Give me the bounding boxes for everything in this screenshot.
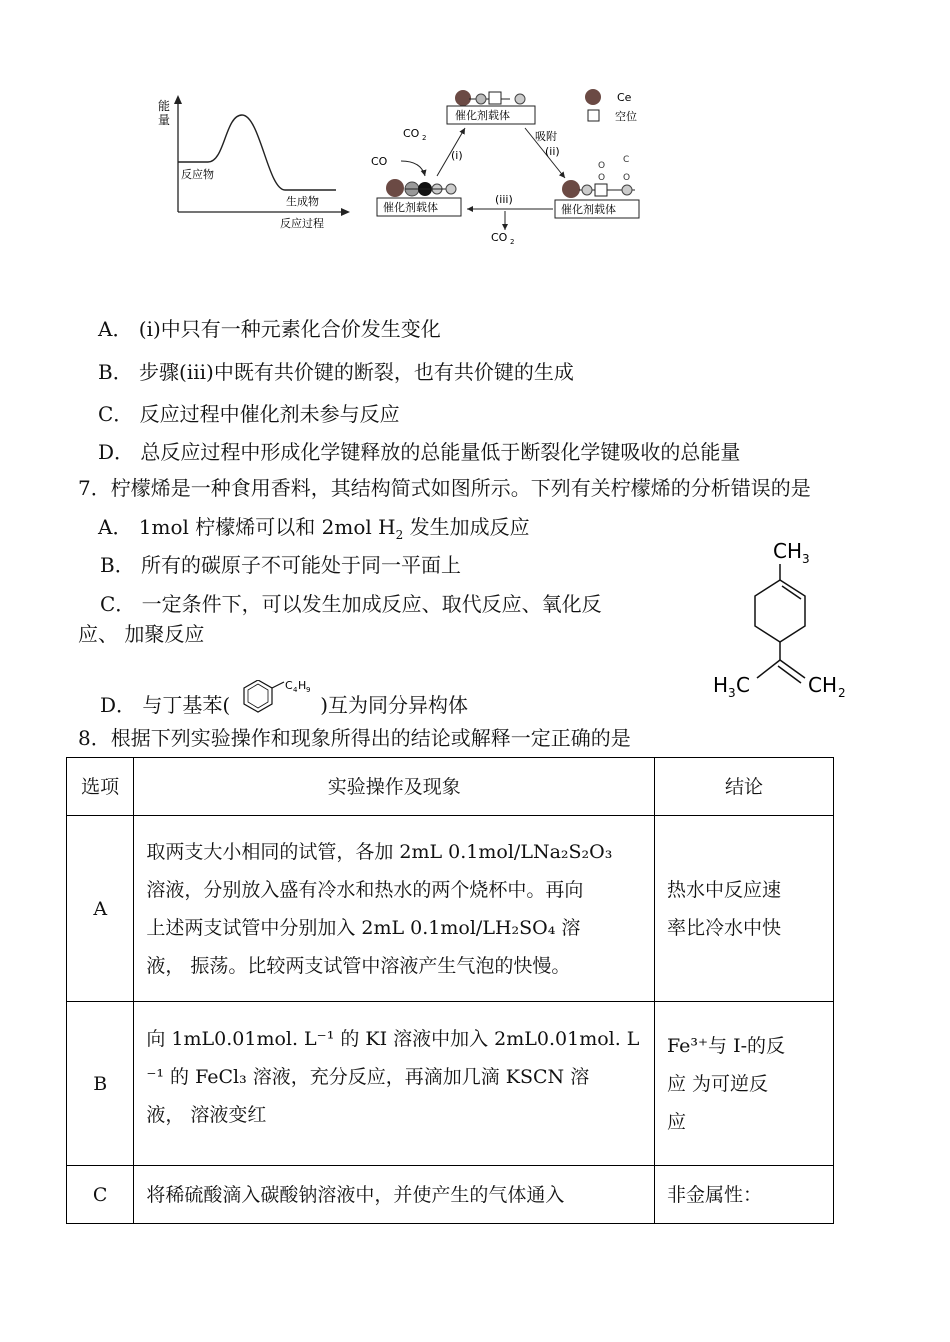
carrier-right: 催化剂载体 [561,203,616,216]
step-i: (i) [451,149,463,162]
table-row [67,1002,834,1166]
q6-option-c: C． 反应过程中催化剂未参与反应 [98,402,400,426]
legend-vacancy: 空位 [615,110,637,123]
row-b-op-line: ⁻¹ 的 FeCl₃ 溶液，充分反应，再滴加几滴 KSCN 溶 [146,1066,590,1088]
row-b-concl-line: Fe³⁺与 I-的反 [667,1034,786,1057]
table-row [67,816,834,1002]
q6-option-a: A． (i)中只有一种元素化合价发生变化 [98,317,441,341]
energy-diagram [150,90,360,240]
row-b-conclusion [655,1002,834,1166]
catalytic-cycle-diagram [365,88,665,253]
svg-text:9: 9 [306,686,311,694]
carrier-top: 催化剂载体 [455,109,510,122]
q6-option-d: D． 总反应过程中形成化学键释放的总能量低于断裂化学键吸收的总能量 [98,440,741,464]
energy-axis-label-1: 能 [158,99,171,113]
x-axis-label: 反应过程 [280,217,324,230]
row-a-op-line: 上述两支试管中分别加入 2mL 0.1mol/LH₂SO₄ 溶 [146,916,581,939]
row-a-option: A [67,816,134,1002]
table-header-row [67,758,834,816]
header-operation: 实验操作及现象 [134,758,655,816]
co-label: CO [371,155,388,168]
row-b-concl-line: 应 为可逆反 [667,1072,769,1095]
svg-text:4: 4 [293,686,298,694]
svg-text:2: 2 [838,686,846,700]
row-a-concl-line: 率比冷水中快 [667,916,782,939]
h3c-h-label: H [713,673,729,697]
q7-stem: 7．柠檬烯是一种食用香料，其结构简式如图所示。下列有关柠檬烯的分析错误的是 [78,476,811,500]
q7-option-c-line2: 应、 加聚反应 [78,622,205,646]
limonene-structure [705,530,865,705]
legend-ce: Ce [617,91,632,104]
q7-option-d: D． 与丁基苯( C 4 H 9 )互为同分异构体 [100,680,468,726]
svg-text:O: O [598,173,606,183]
row-b-operation [134,1002,655,1166]
co2-top-label: CO [403,127,420,140]
experiment-table [66,757,834,1224]
butyl-h: H [298,680,307,692]
row-a-op-line: 取两支大小相同的试管，各加 2mL 0.1mol/LNa₂S₂O₃ [146,840,613,863]
row-a-op-line: 液， 振荡。比较两支试管中溶液产生气泡的快慢。 [146,954,571,977]
header-conclusion: 结论 [655,758,834,816]
butylbenzene-structure [230,680,320,726]
carrier-left: 催化剂载体 [383,201,438,214]
row-a-operation [134,816,655,1002]
row-a-concl-line: 热水中反应速 [667,878,782,901]
q6-option-b: B． 步骤(iii)中既有共价键的断裂，也有共价键的生成 [98,360,574,384]
svg-text:O: O [598,161,606,171]
q7-option-a: A． 1mol 柠檬烯可以和 2mol $H_2$ 发生加成反应 [98,515,530,542]
table-row [67,1166,834,1224]
row-b-option: B [67,1002,134,1166]
row-c-operation: 将稀硫酸滴入碳酸钠溶液中，并使产生的气体通入 [134,1166,655,1224]
adsorb-label: 吸附 [535,130,557,143]
row-b-concl-line: 应 [667,1110,687,1133]
svg-text:2: 2 [422,134,427,142]
reactant-label: 反应物 [181,168,214,181]
butyl-c: C [285,680,293,692]
svg-text:C: C [736,673,750,697]
q8-stem: 8．根据下列实验操作和现象所得出的结论或解释一定正确的是 [78,726,631,750]
svg-text:3: 3 [728,686,736,700]
row-c-option: C [67,1166,134,1224]
svg-text:3: 3 [802,552,810,566]
svg-text:2: 2 [510,238,515,246]
step-ii: (ii) [545,145,560,158]
svg-text:O: O [623,173,631,183]
row-c-conclusion: 非金属性： [655,1166,834,1224]
header-option: 选项 [67,758,134,816]
svg-text:C: C [623,155,630,165]
row-a-op-line: 溶液，分别放入盛有冷水和热水的两个烧杯中。再向 [146,878,584,901]
product-label: 生成物 [286,195,319,208]
ch2-label: CH [808,673,838,697]
co2-bottom-label: CO [491,231,508,244]
q7-option-c-line1: C． 一定条件下，可以发生加成反应、取代反应、氧化反 [100,592,602,616]
q7-option-b: B． 所有的碳原子不可能处于同一平面上 [100,553,462,577]
row-b-op-line: 向 1mL0.01mol. L⁻¹ 的 KI 溶液中加入 2mL0.01mol. L [146,1028,640,1050]
row-b-op-line: 液， 溶液变红 [146,1104,267,1126]
energy-axis-label-2: 量 [158,113,171,127]
ch3-label: CH [773,539,803,563]
row-a-conclusion [655,816,834,1002]
step-iii: (iii) [495,193,513,206]
